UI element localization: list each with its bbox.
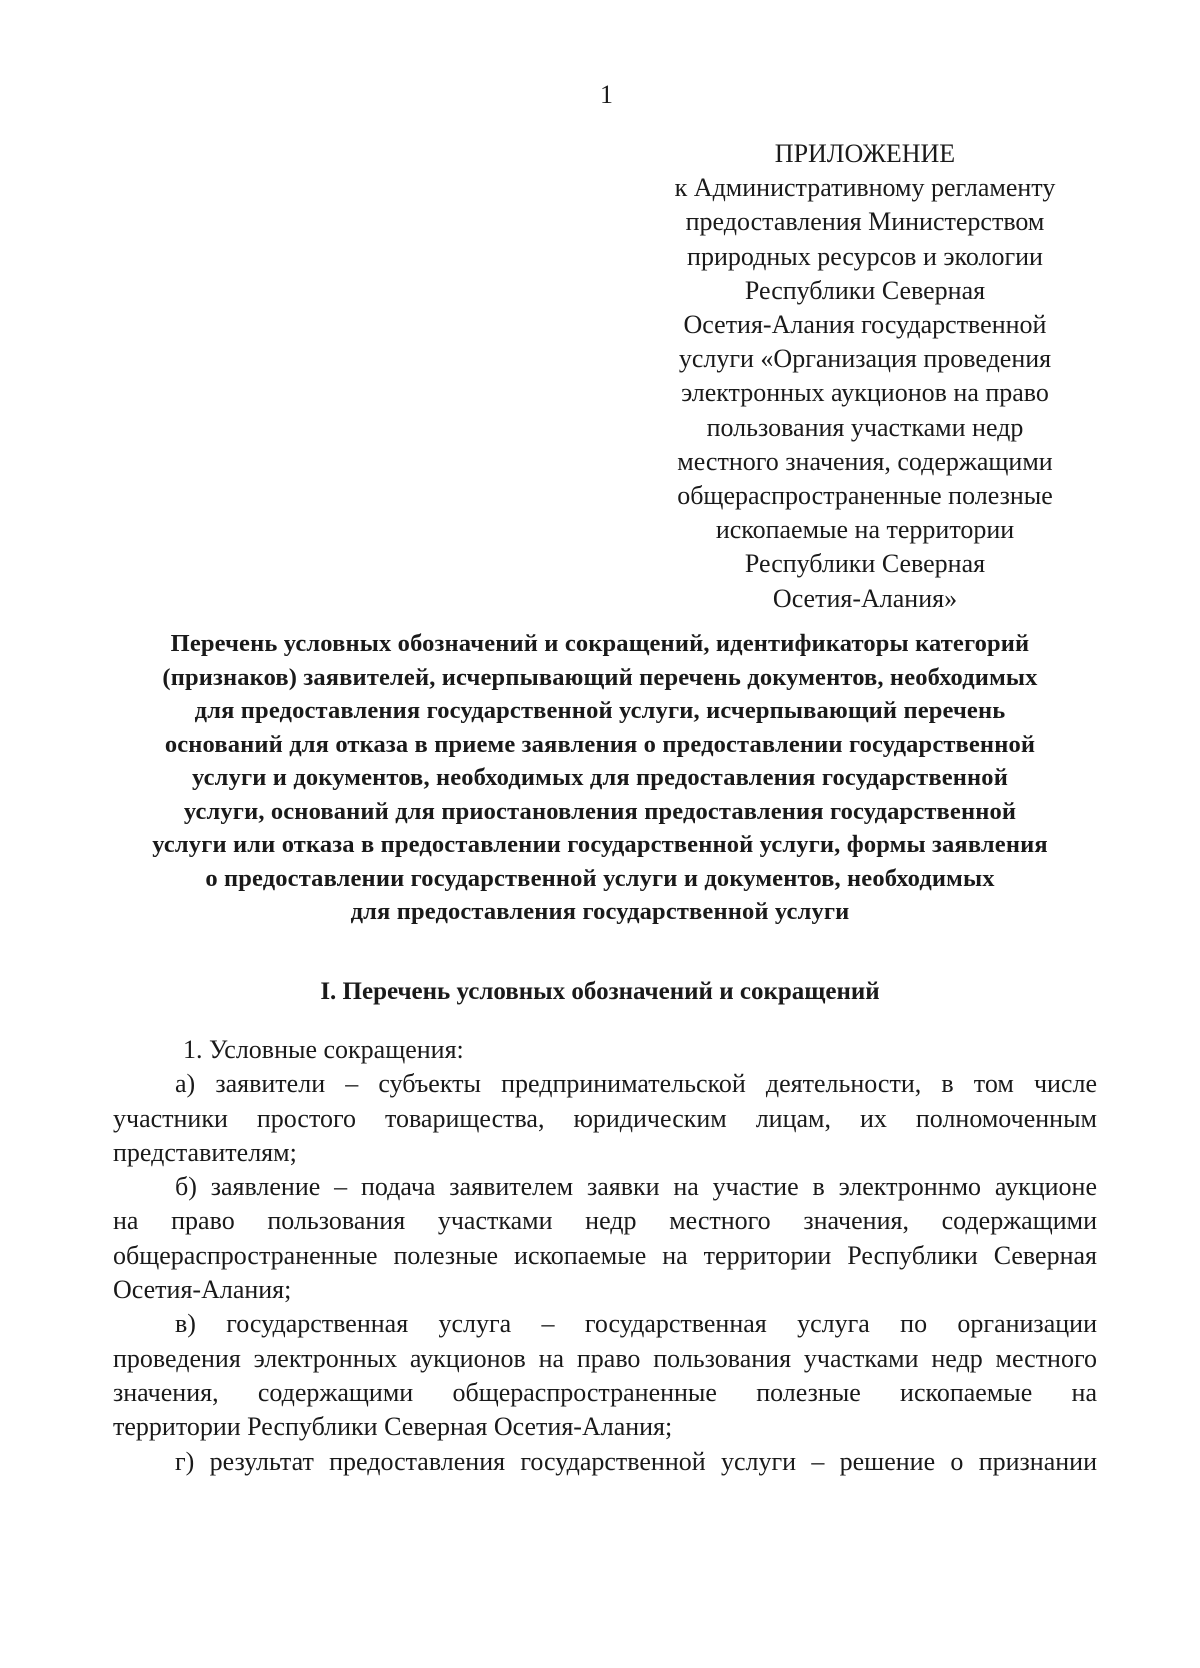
paragraph-line: г) результат предоставления государственной услуги – решение о признании (175, 1446, 1097, 1476)
document-title-line: (признаков) заявителей, исчерпывающий перечень документов, необходимых (162, 663, 1038, 691)
annex-line: общераспространенные полезные (677, 481, 1053, 511)
annex-line: Осетия-Алания» (772, 583, 958, 613)
annex-line: пользования участками недр (706, 412, 1024, 442)
annex-line: местного значения, содержащими (677, 446, 1053, 476)
section-heading: I. Перечень условных обозначений и сокращений (320, 978, 880, 1005)
paragraph-item-g (113, 1445, 1097, 1479)
document-title-line: услуги, оснований для приостановления предоставления государственной (183, 797, 1017, 825)
annex-line: предоставления Министерством (685, 207, 1045, 237)
annex-title: ПРИЛОЖЕНИЕ (774, 139, 956, 168)
paragraph-item-v (113, 1307, 1097, 1444)
annex-line: Республики Северная (744, 549, 986, 579)
annex-line: ископаемые на территории (715, 515, 1015, 545)
paragraph-line: участники простого товарищества, юридическим лицам, их полномоченным (113, 1103, 1097, 1133)
annex-line: услуги «Организация проведения (678, 344, 1052, 374)
paragraph-line: в) государственная услуга – государственная услуга по организации (175, 1309, 1097, 1339)
paragraph-line: 1. Условные сокращения: (183, 1035, 464, 1064)
document-title-line: для предоставления государственной услуги (350, 898, 850, 925)
paragraph-line: представителям; (113, 1137, 297, 1167)
body-text (113, 1033, 1097, 1479)
annex-line: к Административному регламенту (674, 173, 1056, 203)
paragraph-line: на право пользования участками недр местного значения, содержащими (113, 1206, 1097, 1236)
document-title-line: о предоставлении государственной услуги и документов, необходимых (205, 864, 995, 892)
paragraph-line: значения, содержащими общераспространенные полезные ископаемые на (113, 1377, 1097, 1407)
paragraph-line: общераспространенные полезные ископаемые на территории Республики Северная (113, 1240, 1097, 1270)
document-title-line: услуги и документов, необходимых для предоставления государственной (192, 764, 1008, 791)
paragraph-line: а) заявители – субъекты предпринимательской деятельности, в том числе (175, 1069, 1097, 1099)
document-title-line: оснований для отказа в приеме заявления о предоставлении государственной (164, 730, 1036, 758)
document-title-line: Перечень условных обозначений и сокращений, идентификаторы категорий (170, 630, 1030, 657)
document-title-line: для предоставления государственной услуги, исчерпывающий перечень (194, 697, 1006, 724)
page-number: 1 (600, 80, 613, 109)
annex-line: электронных аукционов на право (681, 378, 1049, 408)
paragraph-line: Осетия-Алания; (113, 1275, 292, 1305)
annex-line: Осетия-Алания государственной (683, 310, 1047, 340)
paragraph-line: территории Республики Северная Осетия-Алания; (113, 1412, 673, 1442)
paragraph-item-a (113, 1067, 1097, 1170)
paragraph-line: проведения электронных аукционов на право пользования участками недр местного (113, 1343, 1097, 1373)
document-title (100, 627, 1100, 929)
annex-line: Республики Северная (744, 275, 986, 305)
document-title-line: услуги или отказа в предоставлении государственной услуги, формы заявления (152, 831, 1048, 858)
annex-header (650, 137, 1080, 616)
paragraph-conventional-abbreviations (113, 1033, 1097, 1067)
paragraph-item-b (113, 1170, 1097, 1307)
paragraph-line: б) заявление – подача заявителем заявки на участие в электроннмо аукционе (175, 1172, 1097, 1202)
annex-line: природных ресурсов и экологии (687, 241, 1043, 271)
